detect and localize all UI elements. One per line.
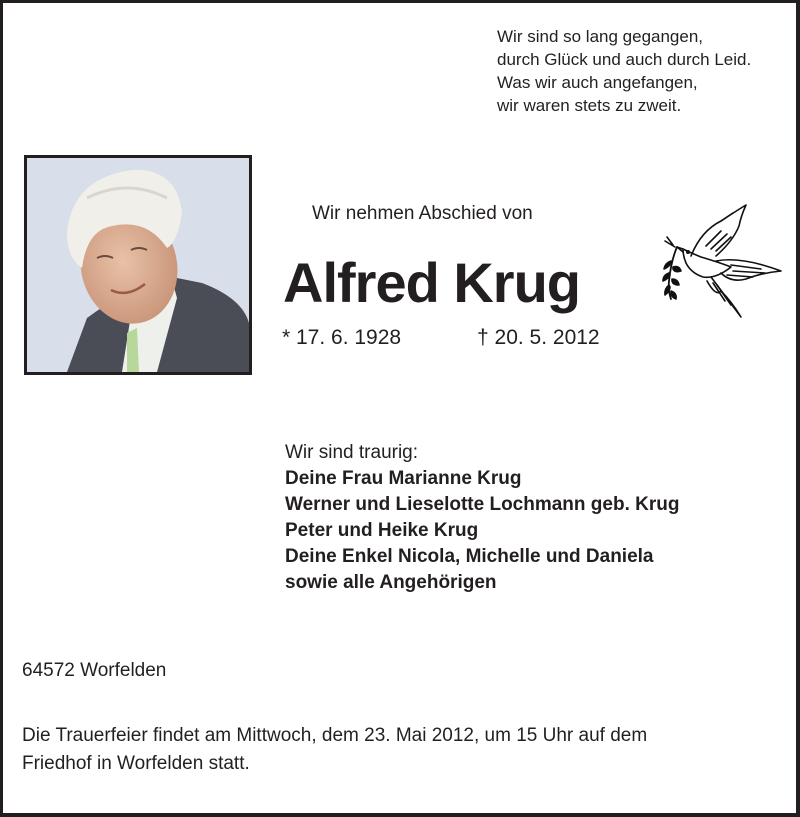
portrait-image (27, 158, 249, 372)
mourner-name: Deine Frau Marianne Krug (285, 468, 522, 489)
mourner-name: sowie alle Angehörigen (285, 572, 497, 593)
service-line: Die Trauerfeier findet am Mittwoch, dem 23. Mai 2012, um 15 Uhr auf dem (22, 725, 648, 746)
death-date: † 20. 5. 2012 (477, 326, 600, 349)
portrait-photo (24, 155, 252, 375)
mourners-lead: Wir sind traurig: (285, 442, 419, 463)
poem (497, 25, 751, 117)
farewell-intro: Wir nehmen Abschied von (312, 203, 533, 224)
service-line: Friedhof in Worfelden statt. (22, 753, 250, 774)
mourner-name: Peter und Heike Krug (285, 520, 479, 541)
poem-line: durch Glück und auch durch Leid. (497, 50, 752, 69)
mourners-list (285, 440, 679, 596)
place-of-residence: 64572 Worfelden (22, 660, 167, 681)
poem-line: Wir sind so lang gegangen, (497, 27, 704, 46)
mourner-name: Deine Enkel Nicola, Michelle und Daniela (285, 546, 654, 567)
funeral-service-info (22, 722, 792, 778)
mourner-name: Werner und Lieselotte Lochmann geb. Krug (285, 494, 680, 515)
poem-line: wir waren stets zu zweit. (497, 96, 682, 115)
deceased-name: Alfred Krug (283, 251, 580, 314)
poem-line: Was wir auch angefangen, (497, 73, 698, 92)
obituary-card (3, 3, 796, 813)
dove-with-olive-branch-icon (661, 201, 783, 321)
birth-date: * 17. 6. 1928 (282, 326, 402, 349)
